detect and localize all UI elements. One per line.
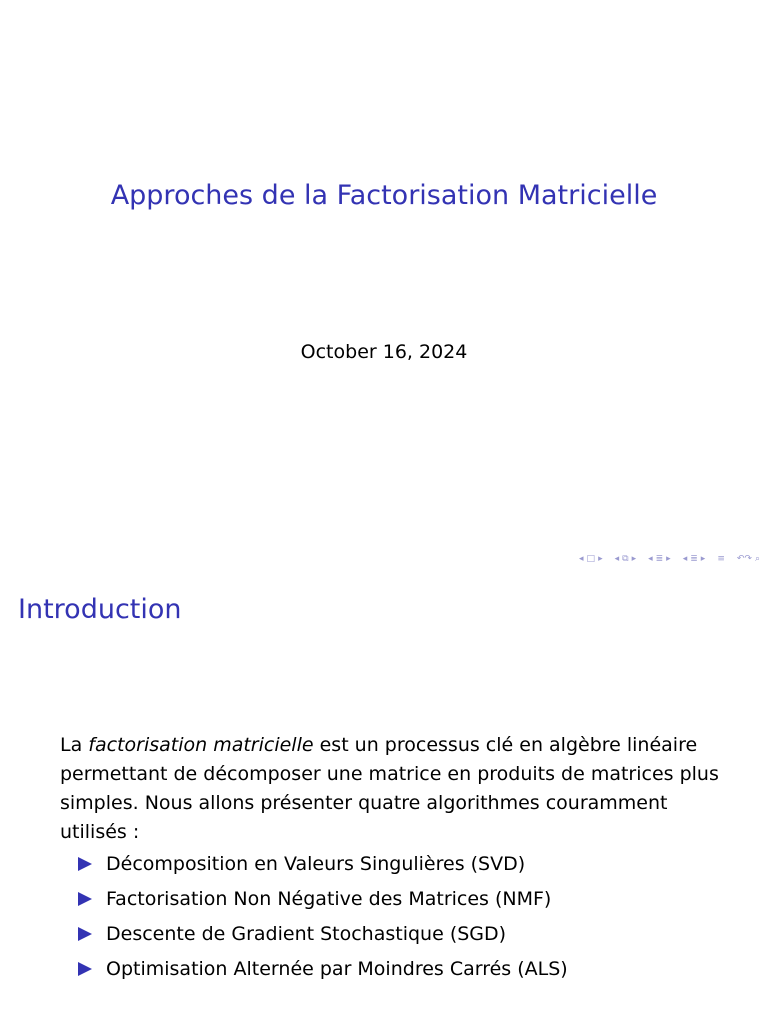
- nav-next-frame-icon[interactable]: ▸: [598, 554, 603, 564]
- nav-prev-section-icon[interactable]: ◂: [648, 554, 653, 564]
- nav-back-forward-icon[interactable]: ↶↷: [736, 554, 752, 564]
- intro-text-start: La: [60, 734, 89, 756]
- list-item-label: Descente de Gradient Stochastique (SGD): [106, 923, 507, 945]
- presentation-title: Approches de la Factorisation Matricielle: [110, 180, 658, 211]
- nav-next-document-icon[interactable]: ▸: [700, 554, 706, 564]
- presentation-date: October 16, 2024: [300, 341, 468, 363]
- frame-title: Introduction: [18, 594, 182, 625]
- algorithm-list: [78, 850, 568, 990]
- nav-section-icon[interactable]: ≣: [655, 554, 664, 564]
- list-item: [78, 920, 568, 955]
- intro-paragraph: [60, 731, 720, 847]
- list-item-label: Factorisation Non Négative des Matrices (NMF): [106, 888, 552, 910]
- bullet-triangle-icon: [78, 892, 92, 906]
- nav-next-section-icon[interactable]: ▸: [666, 554, 671, 564]
- list-item: [78, 955, 568, 990]
- introduction-slide: [0, 576, 768, 1024]
- nav-frame-icon[interactable]: □: [586, 554, 596, 564]
- nav-subsection-icon[interactable]: ⧉: [622, 554, 629, 564]
- nav-search-icon[interactable]: ⌕: [754, 554, 760, 564]
- bullet-triangle-icon: [78, 962, 92, 976]
- bullet-triangle-icon: [78, 927, 92, 941]
- nav-next-subsection-icon[interactable]: ▸: [631, 554, 637, 564]
- nav-prev-frame-icon[interactable]: ◂: [579, 554, 584, 564]
- nav-prev-subsection-icon[interactable]: ◂: [614, 554, 620, 564]
- list-item: [78, 850, 568, 885]
- nav-appendix-icon[interactable]: ≡: [717, 554, 725, 564]
- beamer-navigation-bar: [579, 554, 760, 564]
- list-item-label: Décomposition en Valeurs Singulières (SVD): [106, 853, 526, 875]
- list-item: [78, 885, 568, 920]
- bullet-triangle-icon: [78, 857, 92, 871]
- intro-text-rest: est un processus clé en algèbre linéaire permettant de décomposer une matrice en produits de matrices plus simples. Nous allons présenter quatre algorithmes couramment utilisés :: [60, 734, 719, 843]
- nav-document-icon[interactable]: ≣: [690, 554, 698, 564]
- nav-prev-document-icon[interactable]: ◂: [682, 554, 688, 564]
- intro-emphasis: factorisation matricielle: [88, 734, 314, 756]
- list-item-label: Optimisation Alternée par Moindres Carrés (ALS): [106, 958, 568, 980]
